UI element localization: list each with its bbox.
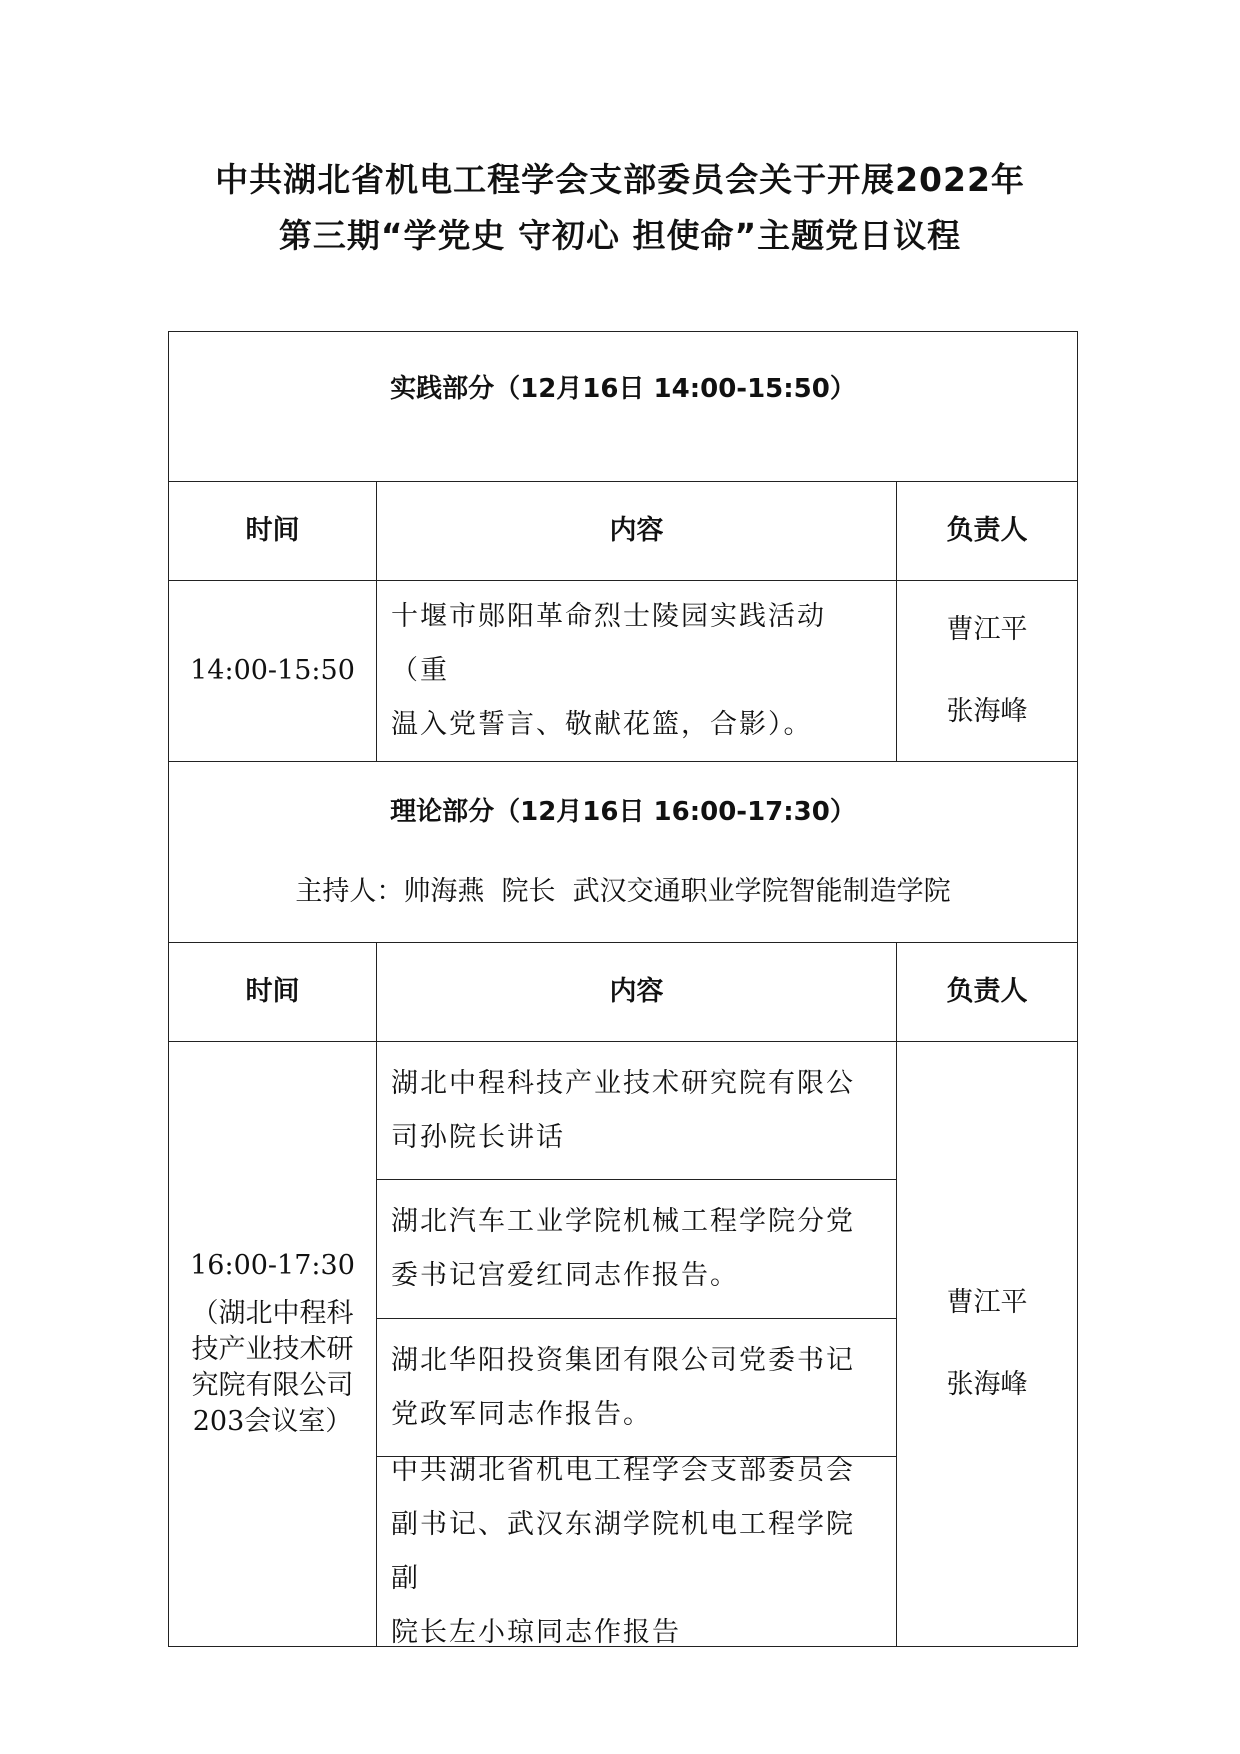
theory-header-time: 时间: [168, 942, 377, 1042]
theory-location-line: （湖北中程科: [191, 1298, 354, 1329]
practice-section-title: 实践部分（12月16日 14:00-15:50）: [390, 374, 856, 404]
responsible-person: 张海峰: [946, 1369, 1028, 1400]
theory-item-line: 司孙院长讲话: [391, 1121, 565, 1153]
theory-item-line: 委书记宫爱红同志作报告。: [391, 1260, 739, 1291]
theory-header-responsible: 负责人: [896, 942, 1078, 1042]
practice-header-content: 内容: [376, 481, 897, 581]
practice-content-line: 温入党誓言、敬献花篮，合影）。: [391, 709, 813, 740]
practice-content-line: 十堰市郧阳革命烈士陵园实践活动（重: [391, 601, 826, 686]
theory-item-line: 中共湖北省机电工程学会支部委员会: [391, 1454, 855, 1486]
theory-location-line: 究院有限公司: [191, 1370, 354, 1401]
theory-item-line: 湖北中程科技产业技术研究院有限公: [391, 1067, 855, 1099]
theory-host: 主持人：帅海燕 院长 武汉交通职业学院智能制造学院: [295, 876, 951, 907]
theory-item-4: [376, 1456, 897, 1647]
theory-location-line: 技产业技术研: [191, 1334, 354, 1365]
theory-item-1: [376, 1041, 897, 1180]
responsible-person: 曹江平: [946, 614, 1028, 645]
theory-item-3: [376, 1318, 897, 1457]
theory-item-line: 党政军同志作报告。: [391, 1398, 652, 1430]
theory-item-line: 副书记、武汉东湖学院机电工程学院副: [391, 1508, 855, 1594]
theory-time-line: 16:00-17:30: [190, 1250, 355, 1281]
theory-item-line: 湖北汽车工业学院机械工程学院分党: [391, 1206, 855, 1237]
theory-item-line: 湖北华阳投资集团有限公司党委书记: [391, 1344, 855, 1376]
practice-section-header: [168, 331, 1078, 482]
theory-header-content: 内容: [376, 942, 897, 1042]
theory-item-line: 院长左小琼同志作报告: [391, 1616, 681, 1648]
theory-section-header: [168, 761, 1078, 943]
theory-item-2: [376, 1179, 897, 1319]
responsible-person: 张海峰: [946, 696, 1028, 727]
practice-row-responsible: [896, 580, 1078, 762]
practice-header-time: 时间: [168, 481, 377, 581]
responsible-person: 曹江平: [946, 1287, 1028, 1318]
document-title-line-2: 第三期“学党史 守初心 担使命”主题党日议程: [278, 216, 962, 255]
practice-row-content: [376, 580, 897, 762]
practice-row-time: 14:00-15:50: [168, 580, 377, 762]
document-title-line-1: 中共湖北省机电工程学会支部委员会关于开展2022年: [215, 160, 1025, 199]
theory-location-line: 203会议室）: [192, 1406, 353, 1437]
theory-section-title: 理论部分（12月16日 16:00-17:30）: [390, 797, 856, 827]
theory-time-cell: [168, 1041, 377, 1647]
practice-header-responsible: 负责人: [896, 481, 1078, 581]
theory-responsible-cell: [896, 1041, 1078, 1647]
